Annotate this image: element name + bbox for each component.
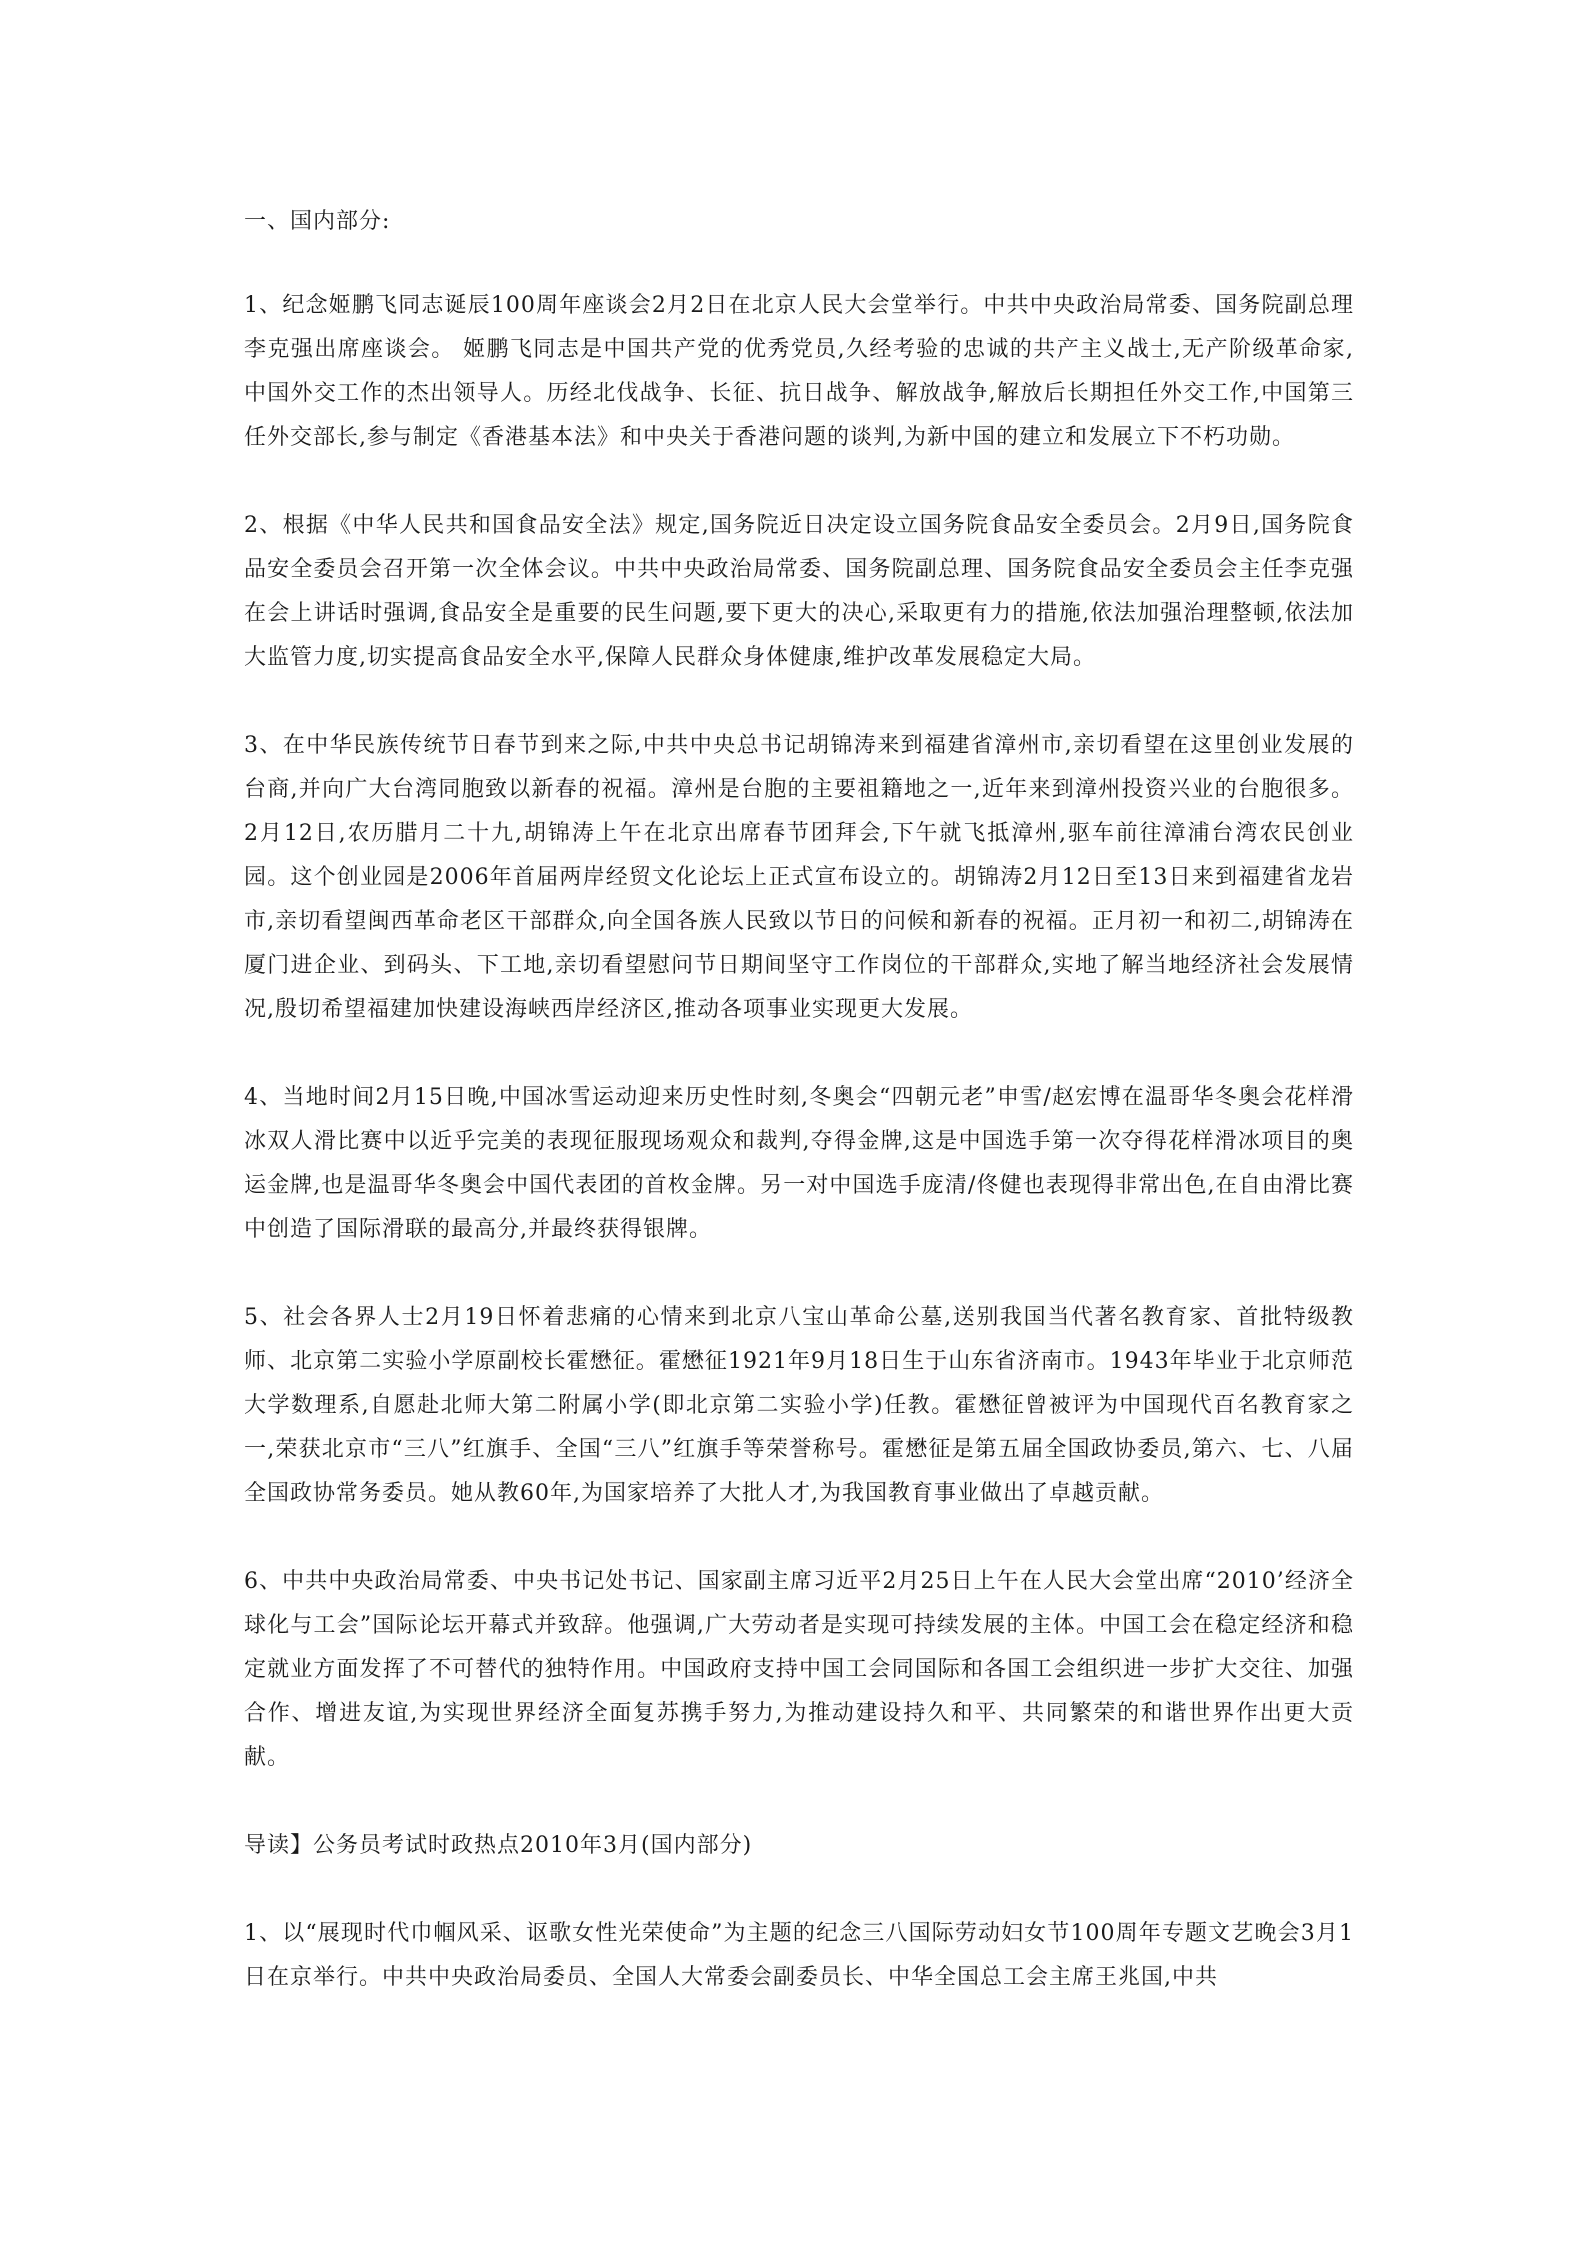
news-item-5: 5、社会各界人士2月19日怀着悲痛的心情来到北京八宝山革命公墓,送别我国当代著名教育家、首批特级教师、北京第二实验小学原副校长霍懋征。霍懋征1921年9月18日生于山东省济南市。1943年毕业于北京师范大学数理系,自愿赴北师大第二附属小学(即北京第二实验小学)任教。霍懋征曾被评为中国现代百名教育家之一,荣获北京市“三八”红旗手、全国“三八”红旗手等荣誉称号。霍懋征是第五届全国政协委员,第六、七、八届全国政协常务委员。她从教60年,为国家培养了大批人才,为我国教育事业做出了卓越贡献。 — [244, 1305, 1354, 1506]
document-body — [244, 200, 1354, 2044]
news-item-6: 6、中共中央政治局常委、中央书记处书记、国家副主席习近平2月25日上午在人民大会堂出席“2010’经济全球化与工会”国际论坛开幕式并致辞。他强调,广大劳动者是实现可持续发展的主体。中国工会在稳定经济和稳定就业方面发挥了不可替代的独特作用。中国政府支持中国工会同国际和各国工会组织进一步扩大交往、加强合作、增进友谊,为实现世界经济全面复苏携手努力,为推动建设持久和平、共同繁荣的和谐世界作出更大贡献。 — [244, 1569, 1354, 1770]
section-title: 导读】公务员考试时政热点2010年3月(国内部分) — [244, 1833, 753, 1858]
news-item-3: 3、在中华民族传统节日春节到来之际,中共中央总书记胡锦涛来到福建省漳州市,亲切看望在这里创业发展的台商,并向广大台湾同胞致以新春的祝福。漳州是台胞的主要祖籍地之一,近年来到漳州投资兴业的台胞很多。2月12日,农历腊月二十九,胡锦涛上午在北京出席春节团拜会,下午就飞抵漳州,驱车前往漳浦台湾农民创业园。这个创业园是2006年首届两岸经贸文化论坛上正式宣布设立的。胡锦涛2月12日至13日来到福建省龙岩市,亲切看望闽西革命老区干部群众,向全国各族人民致以节日的问候和新春的祝福。正月初一和初二,胡锦涛在厦门进企业、到码头、下工地,亲切看望慰问节日期间坚守工作岗位的干部群众,实地了解当地经济社会发展情况,殷切希望福建加快建设海峡西岸经济区,推动各项事业实现更大发展。 — [244, 733, 1354, 1022]
march-news-item-1: 1、以“展现时代巾帼风采、讴歌女性光荣使命”为主题的纪念三八国际劳动妇女节100周年专题文艺晚会3月1日在京举行。中共中央政治局委员、全国人大常委会副委员长、中华全国总工会主席王兆国,中共 — [244, 1921, 1354, 1990]
section-heading: 一、国内部分: — [244, 209, 391, 234]
news-item-1: 1、纪念姬鹏飞同志诞辰100周年座谈会2月2日在北京人民大会堂举行。中共中央政治局常委、国务院副总理李克强出席座谈会。 姬鹏飞同志是中国共产党的优秀党员,久经考验的忠诚的共产主义战士,无产阶级革命家,中国外交工作的杰出领导人。历经北伐战争、长征、抗日战争、解放战争,解放后长期担任外交工作,中国第三任外交部长,参与制定《香港基本法》和中央关于香港问题的谈判,为新中国的建立和发展立下不朽功勋。 — [244, 293, 1354, 450]
news-item-2: 2、根据《中华人民共和国食品安全法》规定,国务院近日决定设立国务院食品安全委员会。2月9日,国务院食品安全委员会召开第一次全体会议。中共中央政治局常委、国务院副总理、国务院食品安全委员会主任李克强在会上讲话时强调,食品安全是重要的民生问题,要下更大的决心,采取更有力的措施,依法加强治理整顿,依法加大监管力度,切实提高食品安全水平,保障人民群众身体健康,维护改革发展稳定大局。 — [244, 513, 1354, 670]
news-item-4: 4、当地时间2月15日晚,中国冰雪运动迎来历史性时刻,冬奥会“四朝元老”申雪/赵宏博在温哥华冬奥会花样滑冰双人滑比赛中以近乎完美的表现征服现场观众和裁判,夺得金牌,这是中国选手第一次夺得花样滑冰项目的奥运金牌,也是温哥华冬奥会中国代表团的首枚金牌。另一对中国选手庞清/佟健也表现得非常出色,在自由滑比赛中创造了国际滑联的最高分,并最终获得银牌。 — [244, 1085, 1354, 1242]
